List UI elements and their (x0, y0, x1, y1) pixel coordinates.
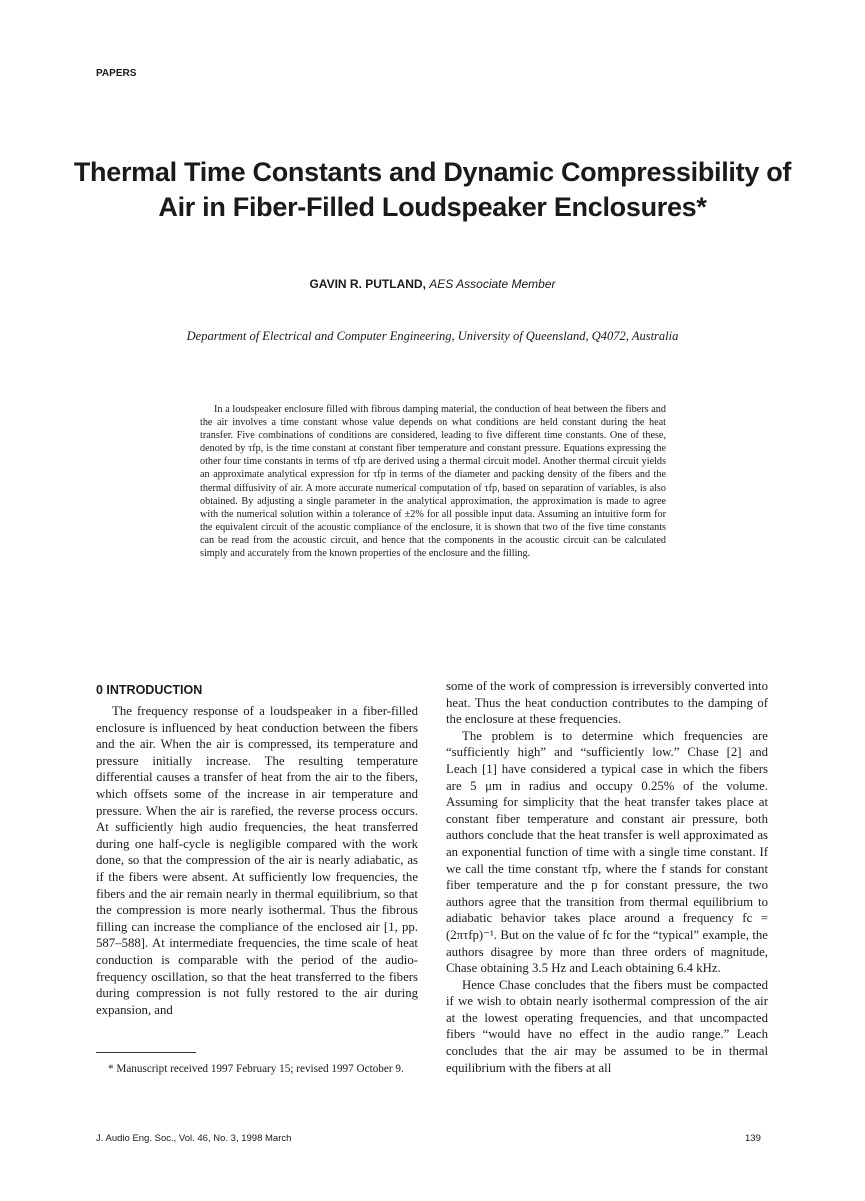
title-line-2: Air in Fiber-Filled Loudspeaker Enclosures* (158, 192, 707, 222)
page-number: 139 (745, 1133, 761, 1144)
section-heading: 0 INTRODUCTION (96, 683, 203, 697)
body-paragraph: The frequency response of a loudspeaker in a fiber-filled enclosure is influenced by heat conduction between the fibers and the air. When the air is compressed, its temperature and pressure initially increase. The resulting temperature differential causes a transfer of heat from the air to the fibers, which offsets some of the increase in air temperature and pressure. When the air is rarefied, the reverse process occurs. At sufficiently high audio frequencies, the heat transferred during one half-cycle is negligible compared with the work done, so that the compression of the air is nearly adiabatic, as if the fibers were absent. At sufficiently low frequencies, the fibers and the air remain nearly in thermal equilibrium, so that the compression is more nearly isothermal. Thus the fibrous filling can increase the compliance of the enclosed air [1, pp. 587–588]. At intermediate frequencies, the time scale of heat conduction is comparable with the period of the audio-frequency oscillation, so that the heat transferred to the fibers during compression is not fully restored to the air during expansion, and (96, 704, 418, 1017)
section-label: PAPERS (96, 68, 137, 79)
footnote-divider (96, 1052, 196, 1053)
footnote: * Manuscript received 1997 February 15; revised 1997 October 9. (108, 1063, 404, 1075)
right-column (446, 678, 768, 1076)
title-line-1: Thermal Time Constants and Dynamic Compressibility of (73, 157, 792, 187)
body-paragraph: some of the work of compression is irreversibly converted into heat. Thus the heat conduction contributes to the damping of the enclosure at these frequencies. (446, 679, 768, 727)
body-paragraph: Hence Chase concludes that the fibers must be compacted if we wish to obtain nearly isothermal compression of the air at the lowest operating frequencies, and that uncompacted fibers “would have no effect in the audio range.” Leach concludes that the air may be assumed to be in thermal equilibrium with the fibers at all (446, 977, 768, 1075)
left-column (96, 678, 418, 1018)
journal-citation: J. Audio Eng. Soc., Vol. 46, No. 3, 1998 March (96, 1133, 292, 1144)
body-paragraph: The problem is to determine which frequencies are “sufficiently high” and “sufficiently low.” Chase [2] and Leach [1] have considered a typical case in which the fibers are 5 μm in radius and occupy 0.25% of the volume. Assuming for simplicity that the heat transfer takes place at constant fiber temperature and constant air pressure, both authors conclude that the heat transfer is well approximated as an exponential function of time with a single time constant. If we call the time constant τfp, where the f stands for constant fiber temperature and the p for constant pressure, the two authors agree that the transition from thermal equilibrium to adiabatic behavior takes place around a frequency fc = (2πτfp)⁻¹. But on the value of fc for the “typical” example, the authors disagree by more than three orders of magnitude, Chase obtaining 3.5 Hz and Leach obtaining 6.4 kHz. (446, 728, 768, 976)
affiliation: Department of Electrical and Computer Engineering, University of Queensland, Q4072, Australia (186, 329, 679, 343)
author-membership: AES Associate Member (429, 277, 556, 291)
abstract: In a loudspeaker enclosure filled with fibrous damping material, the conduction of heat between the fibers and the air involves a time constant whose value depends on what conditions are held constant during the heat transfer. Five combinations of conditions are considered, leading to five different time constants. One of these, denoted by τfp, is the time constant at constant fiber temperature and constant pressure. Equations expressing the other four time constants in terms of τfp are derived using a thermal circuit model. Another thermal circuit yields an approximate analytical expression for τfp in terms of the diameter and packing density of the fibers and the thermal diffusivity of air. A more accurate numerical computation of τfp, based on separation of variables, is also obtained. By adjusting a single parameter in the analytical approximation, the approximation is made to agree with the numerical solution within a tolerance of ±2% for all possible input data. Assuming an intuitive form for the equivalent circuit of the acoustic compliance of the enclosure, it is shown that two of the five time constants can be read from the acoustic circuit, and hence that the components in the acoustic circuit can be calculated simply and accurately from the known properties of the enclosure and the filling. (200, 404, 666, 560)
author-name: GAVIN R. PUTLAND, (309, 277, 426, 291)
paper-title (60, 155, 805, 225)
author-line (0, 277, 865, 291)
